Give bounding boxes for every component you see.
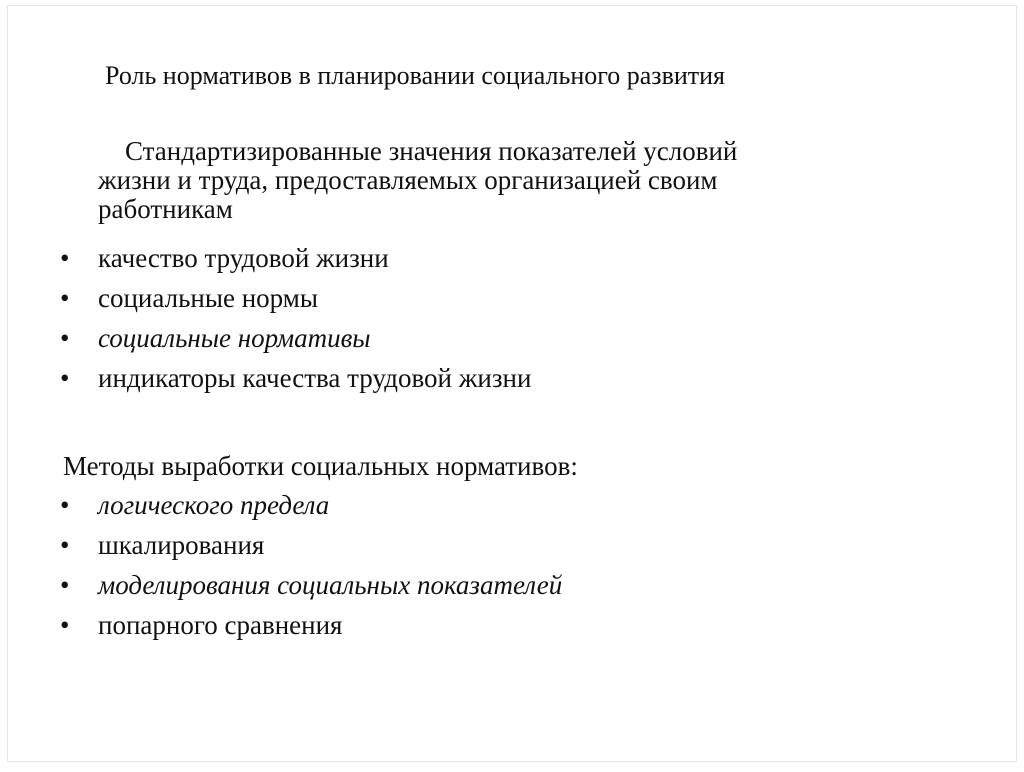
concept-text: социальные нормы — [98, 283, 318, 313]
definition-paragraph — [98, 137, 918, 224]
method-text: попарного сравнения — [98, 610, 343, 640]
bullet-icon: • — [60, 610, 70, 640]
definition-line-3: работникам — [98, 194, 233, 224]
bullet-icon: • — [60, 570, 70, 600]
concept-text: качество трудовой жизни — [98, 243, 389, 273]
bullet-icon: • — [60, 530, 70, 560]
bullet-icon: • — [60, 283, 70, 313]
bullet-icon: • — [60, 243, 70, 273]
method-text: моделирования социальных показателей — [98, 570, 563, 600]
bullet-icon: • — [60, 363, 70, 393]
definition-line-2: жизни и труда, предоставляемых организацией своим — [98, 165, 718, 195]
concept-text: социальные нормативы — [98, 323, 371, 353]
method-text: логического предела — [98, 490, 330, 520]
methods-heading: Методы выработки социальных нормативов: — [63, 451, 578, 481]
slide — [7, 5, 1017, 762]
concept-text: индикаторы качества трудовой жизни — [98, 363, 532, 393]
definition-line-1: Стандартизированные значения показателей условий — [125, 136, 738, 166]
bullet-icon: • — [60, 490, 70, 520]
bullet-icon: • — [60, 323, 70, 353]
method-text: шкалирования — [98, 530, 265, 560]
slide-title: Роль нормативов в планировании социального развития — [105, 61, 726, 90]
